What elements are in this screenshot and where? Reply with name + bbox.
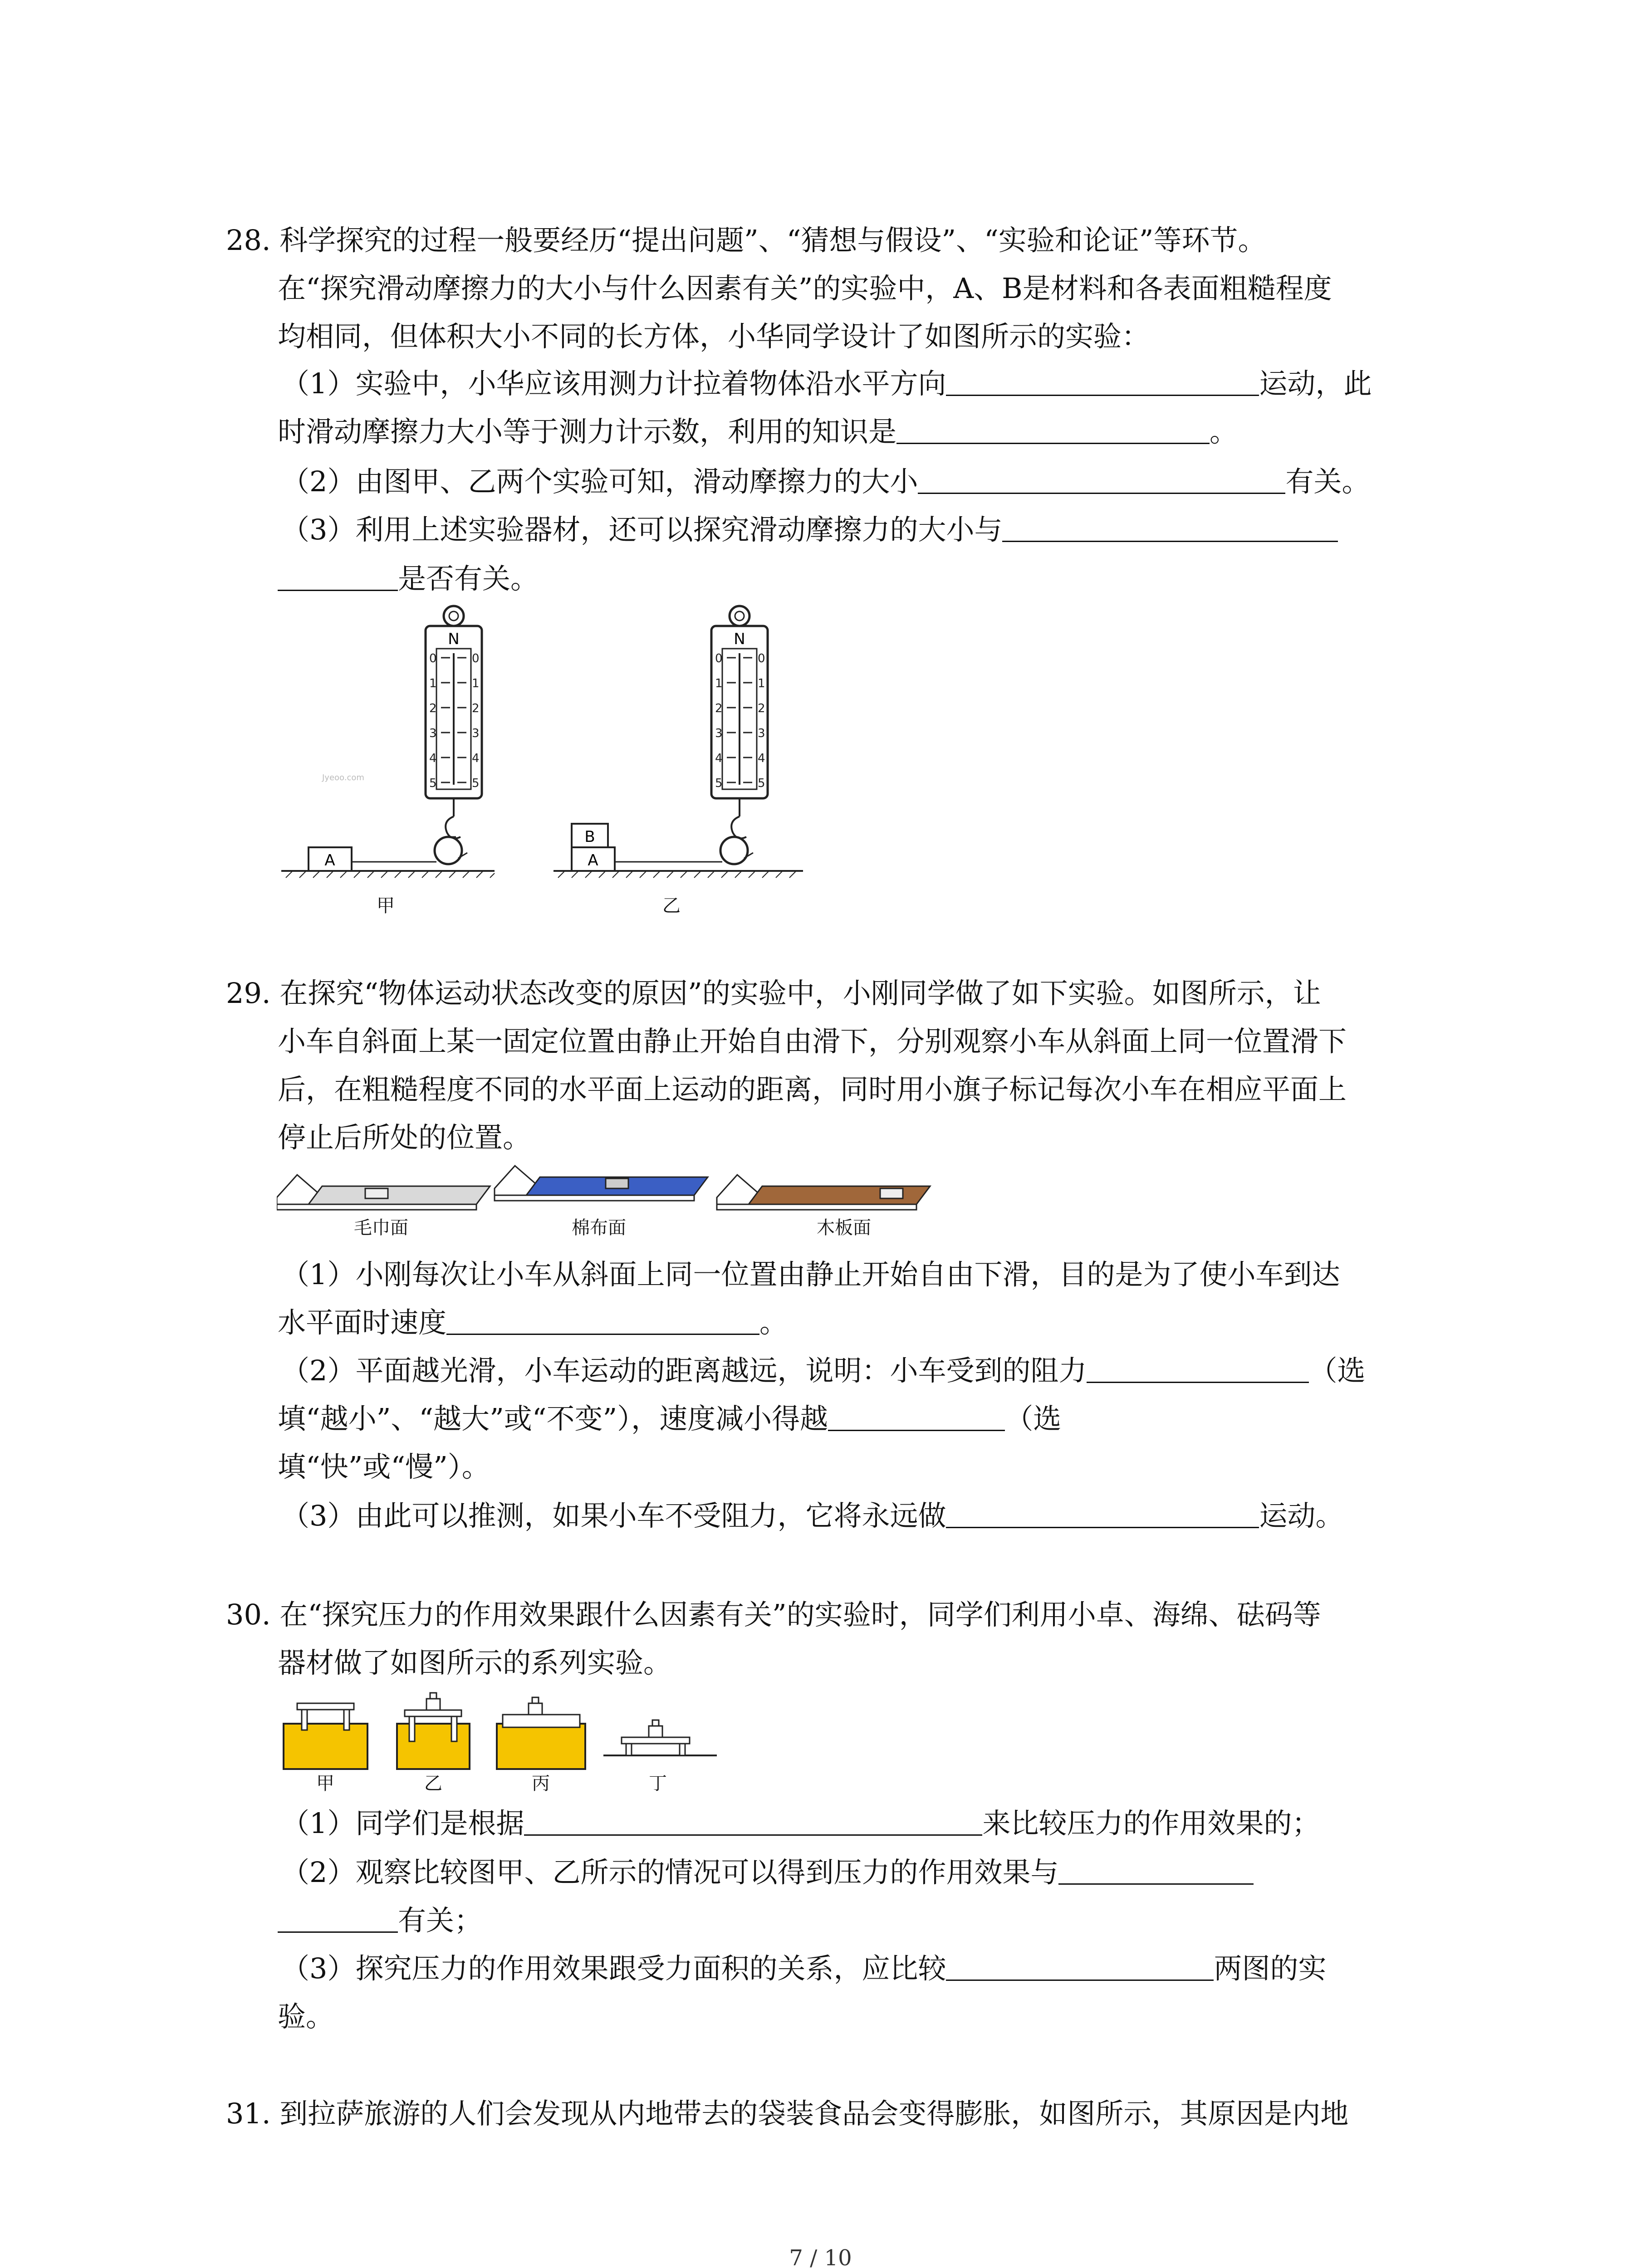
q30-blank4[interactable] bbox=[946, 1952, 1214, 1981]
q28-part2-tail: 有关。 bbox=[1285, 465, 1370, 498]
q29-part1: （1）小刚每次让小车从斜面上同一位置由静止开始自由下滑，目的是为了使小车到达 bbox=[281, 1258, 1340, 1291]
q29-blank2[interactable] bbox=[1087, 1354, 1309, 1383]
q28-line2: 在“探究滑动摩擦力的大小与什么因素有关”的实验中，A、B是材料和各表面粗糙程度 bbox=[278, 272, 1332, 305]
q28-part3-text: （3）利用上述实验器材，还可以探究滑动摩擦力的大小与 bbox=[281, 513, 1003, 546]
q30-figure bbox=[281, 1687, 726, 1792]
q28-blank3[interactable] bbox=[918, 465, 1285, 494]
q28-part1 bbox=[281, 366, 1372, 402]
q28-part2-text: （2）由图甲、乙两个实验可知，滑动摩擦力的大小 bbox=[281, 465, 918, 498]
svg-text:0: 0 bbox=[429, 652, 437, 665]
q28-blank4[interactable] bbox=[1002, 513, 1338, 542]
q30-caption-bing: 丙 bbox=[532, 1773, 550, 1792]
q30-line1: 30. 在“探究压力的作用效果跟什么因素有关”的实验时，同学们利用小卓、海绵、砝码等 bbox=[226, 1598, 1321, 1631]
q29-part1-text: 水平面时速度 bbox=[278, 1306, 447, 1339]
q30-part1-text: （1）同学们是根据 bbox=[281, 1807, 524, 1840]
q30-part3-tail: 两图的实 bbox=[1214, 1952, 1327, 1985]
q28-scale-n-yi: N bbox=[734, 630, 745, 648]
q29-line3: 后，在粗糙程度不同的水平面上运动的距离，同时用小旗子标记每次小车在相应平面上 bbox=[278, 1073, 1347, 1106]
q30-blank1[interactable] bbox=[524, 1807, 982, 1836]
q29-part2 bbox=[281, 1353, 1365, 1389]
q29-ramp-cotton bbox=[495, 1166, 708, 1238]
q28-part1-tail: 运动，此 bbox=[1259, 367, 1372, 400]
svg-text:0: 0 bbox=[715, 652, 723, 665]
q28-watermark: Jyeoo.com bbox=[322, 773, 364, 782]
q28-caption-yi: 乙 bbox=[662, 895, 681, 916]
svg-text:1: 1 bbox=[472, 677, 480, 690]
q28-setup-yi bbox=[554, 606, 803, 916]
q29-part3-tail: 运动。 bbox=[1259, 1499, 1344, 1532]
q29-part2-tail2: （选 bbox=[1005, 1402, 1062, 1435]
q28-part3-cont bbox=[278, 561, 539, 597]
q28-block-a-jia: A bbox=[324, 851, 335, 870]
q30-part3 bbox=[281, 1950, 1326, 1987]
q28-blank2[interactable] bbox=[896, 415, 1210, 444]
svg-text:3: 3 bbox=[758, 727, 765, 740]
svg-text:5: 5 bbox=[715, 777, 723, 790]
q29-part2-text: （2）平面越光滑，小车运动的距离越远，说明：小车受到的阻力 bbox=[281, 1354, 1087, 1387]
q30-caption-ding: 丁 bbox=[649, 1773, 667, 1792]
q29-line2: 小车自斜面上某一固定位置由静止开始自由滑下，分别观察小车从斜面上同一位置滑下 bbox=[278, 1025, 1347, 1058]
svg-text:5: 5 bbox=[429, 777, 437, 790]
q28-part2 bbox=[281, 464, 1370, 500]
q30-part3-text: （3）探究压力的作用效果跟受力面积的关系，应比较 bbox=[281, 1952, 946, 1985]
q30-setup-jia bbox=[284, 1703, 367, 1792]
q30-setup-yi bbox=[397, 1693, 470, 1792]
svg-text:0: 0 bbox=[472, 652, 480, 665]
q29-part2-end: 填“快”或“慢”）。 bbox=[278, 1450, 490, 1483]
q28-part1-text: （1）实验中，小华应该用测力计拉着物体沿水平方向 bbox=[281, 367, 946, 400]
q29-part3-text: （3）由此可以推测，如果小车不受阻力，它将永远做 bbox=[281, 1499, 946, 1532]
q29-figure bbox=[277, 1161, 939, 1252]
svg-text:1: 1 bbox=[429, 677, 437, 690]
q29-caption-cotton: 棉布面 bbox=[572, 1217, 626, 1238]
svg-text:5: 5 bbox=[758, 777, 765, 790]
page-number: 7 / 10 bbox=[789, 2245, 852, 2268]
q30-setup-ding bbox=[603, 1720, 717, 1792]
q29-part2-cont bbox=[278, 1401, 1061, 1437]
svg-text:4: 4 bbox=[758, 752, 765, 765]
q30-part2-text: （2）观察比较图甲、乙所示的情况可以得到压力的作用效果与 bbox=[281, 1856, 1059, 1889]
q28-setup-jia bbox=[281, 606, 495, 916]
svg-text:1: 1 bbox=[715, 677, 723, 690]
q28-part3 bbox=[281, 512, 1338, 548]
q28-blank1[interactable] bbox=[946, 367, 1259, 396]
svg-text:4: 4 bbox=[429, 752, 437, 765]
q30-part1 bbox=[281, 1805, 1320, 1842]
q29-line1: 29. 在探究“物体运动状态改变的原因”的实验中，小刚同学做了如下实验。如图所示，让 bbox=[226, 977, 1321, 1010]
q28-part1-text2: 时滑动摩擦力大小等于测力计示数，利用的知识是 bbox=[278, 415, 897, 448]
q30-part3-end: 验。 bbox=[278, 2000, 334, 2033]
q28-figure bbox=[272, 599, 862, 925]
q28-part1-end: 。 bbox=[1210, 415, 1238, 448]
q28-line1: 28. 科学探究的过程一般要经历“提出问题”、“猜想与假设”、“实验和论证”等环节。 bbox=[226, 224, 1266, 257]
q29-ramp-wood bbox=[717, 1175, 930, 1238]
q29-caption-towel: 毛巾面 bbox=[354, 1217, 408, 1238]
q29-caption-wood: 木板面 bbox=[817, 1217, 871, 1238]
q28-line3: 均相同，但体积大小不同的长方体，小华同学设计了如图所示的实验： bbox=[278, 320, 1150, 353]
q28-blank5[interactable] bbox=[278, 562, 398, 591]
q30-part2 bbox=[281, 1854, 1254, 1891]
q28-scale-n-jia: N bbox=[448, 630, 460, 648]
svg-text:4: 4 bbox=[715, 752, 723, 765]
q29-blank3[interactable] bbox=[828, 1403, 1005, 1431]
svg-text:2: 2 bbox=[758, 702, 765, 715]
q29-ramp-towel bbox=[277, 1175, 490, 1238]
q30-part2-tail: 有关； bbox=[398, 1904, 483, 1937]
svg-text:2: 2 bbox=[429, 702, 437, 715]
svg-text:3: 3 bbox=[715, 727, 723, 740]
q29-part1-end: 。 bbox=[759, 1306, 788, 1339]
q31-line1: 31. 到拉萨旅游的人们会发现从内地带去的袋装食品会变得膨胀，如图所示，其原因是内地 bbox=[226, 2097, 1349, 2130]
q29-blank4[interactable] bbox=[946, 1500, 1259, 1528]
q30-part2-cont bbox=[278, 1902, 482, 1939]
q28-part3-tail: 是否有关。 bbox=[398, 562, 539, 595]
q30-line2: 器材做了如图所示的系列实验。 bbox=[278, 1646, 672, 1679]
svg-text:5: 5 bbox=[472, 777, 480, 790]
q29-part1-cont bbox=[278, 1305, 788, 1341]
q28-part1-cont bbox=[278, 414, 1238, 450]
svg-text:4: 4 bbox=[472, 752, 480, 765]
q29-part3 bbox=[281, 1498, 1343, 1534]
q29-part2-tail: （选 bbox=[1309, 1354, 1366, 1387]
q29-part2-text2: 填“越小”、“越大”或“不变”），速度减小得越 bbox=[278, 1402, 828, 1435]
q30-caption-yi: 乙 bbox=[424, 1773, 442, 1792]
q30-caption-jia: 甲 bbox=[316, 1773, 334, 1792]
q30-blank3[interactable] bbox=[278, 1904, 398, 1933]
q29-blank1[interactable] bbox=[446, 1306, 759, 1335]
q30-part1-tail: 来比较压力的作用效果的； bbox=[982, 1807, 1320, 1840]
q28-block-a-yi: A bbox=[588, 851, 598, 870]
q29-line4: 停止后所处的位置。 bbox=[278, 1121, 531, 1154]
q28-caption-jia: 甲 bbox=[377, 895, 395, 916]
svg-text:3: 3 bbox=[429, 727, 437, 740]
svg-text:3: 3 bbox=[472, 727, 480, 740]
q30-blank2[interactable] bbox=[1058, 1856, 1254, 1885]
q30-setup-bing bbox=[497, 1697, 585, 1792]
svg-text:2: 2 bbox=[472, 702, 480, 715]
svg-text:1: 1 bbox=[758, 677, 765, 690]
q28-block-b-yi: B bbox=[584, 828, 595, 846]
svg-text:2: 2 bbox=[715, 702, 723, 715]
svg-text:0: 0 bbox=[758, 652, 765, 665]
